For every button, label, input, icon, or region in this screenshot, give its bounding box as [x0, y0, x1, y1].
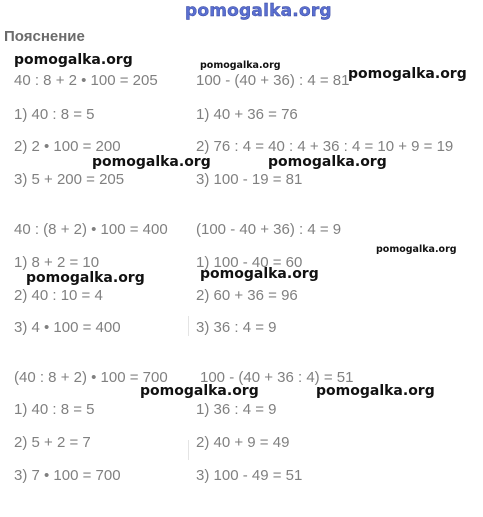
left-step-3-1: 1) 40 : 8 = 5	[14, 401, 95, 418]
right-expression-3: 100 - (40 + 36 : 4) = 51	[200, 369, 354, 386]
right-expression-2: (100 - 40 + 36) : 4 = 9	[196, 221, 342, 238]
left-expression-2: 40 : (8 + 2) • 100 = 400	[14, 221, 168, 238]
page-title: Пояснение	[4, 28, 85, 45]
right-step-1-1: 1) 40 + 36 = 76	[196, 106, 298, 123]
left-expression-1: 40 : 8 + 2 • 100 = 205	[14, 72, 158, 89]
left-step-1-2: 2) 2 • 100 = 200	[14, 138, 121, 155]
left-step-2-1: 1) 8 + 2 = 10	[14, 254, 100, 271]
right-step-1-3: 3) 100 - 19 = 81	[196, 171, 303, 188]
left-expression-3: (40 : 8 + 2) • 100 = 700	[14, 369, 168, 386]
site-header-logo: pomogalka.org	[185, 1, 332, 21]
right-step-2-2: 2) 60 + 36 = 96	[196, 287, 298, 304]
watermark: pomogalka.org	[376, 244, 457, 255]
left-step-1-3: 3) 5 + 200 = 205	[14, 171, 125, 188]
right-step-2-3: 3) 36 : 4 = 9	[196, 319, 277, 336]
right-step-3-2: 2) 40 + 9 = 49	[196, 434, 290, 451]
right-step-1-2: 2) 76 : 4 = 40 : 4 + 36 : 4 = 10 + 9 = 19	[196, 138, 454, 155]
column-divider	[188, 316, 189, 336]
left-step-2-3: 3) 4 • 100 = 400	[14, 319, 121, 336]
watermark: pomogalka.org	[14, 52, 133, 68]
watermark: pomogalka.org	[316, 383, 435, 399]
left-step-3-2: 2) 5 + 2 = 7	[14, 434, 91, 451]
watermark: pomogalka.org	[268, 154, 387, 170]
right-step-2-1: 1) 100 - 40 = 60	[196, 254, 303, 271]
right-step-3-3: 3) 100 - 49 = 51	[196, 467, 303, 484]
watermark: pomogalka.org	[348, 66, 467, 82]
right-expression-1: 100 - (40 + 36) : 4 = 81	[196, 72, 350, 89]
column-divider	[188, 440, 189, 460]
watermark: pomogalka.org	[140, 383, 259, 399]
left-step-1-1: 1) 40 : 8 = 5	[14, 106, 95, 123]
watermark: pomogalka.org	[200, 266, 319, 282]
watermark: pomogalka.org	[26, 270, 145, 286]
watermark: pomogalka.org	[92, 154, 211, 170]
right-step-3-1: 1) 36 : 4 = 9	[196, 401, 277, 418]
left-step-2-2: 2) 40 : 10 = 4	[14, 287, 103, 304]
left-step-3-3: 3) 7 • 100 = 700	[14, 467, 121, 484]
watermark: pomogalka.org	[200, 60, 281, 71]
